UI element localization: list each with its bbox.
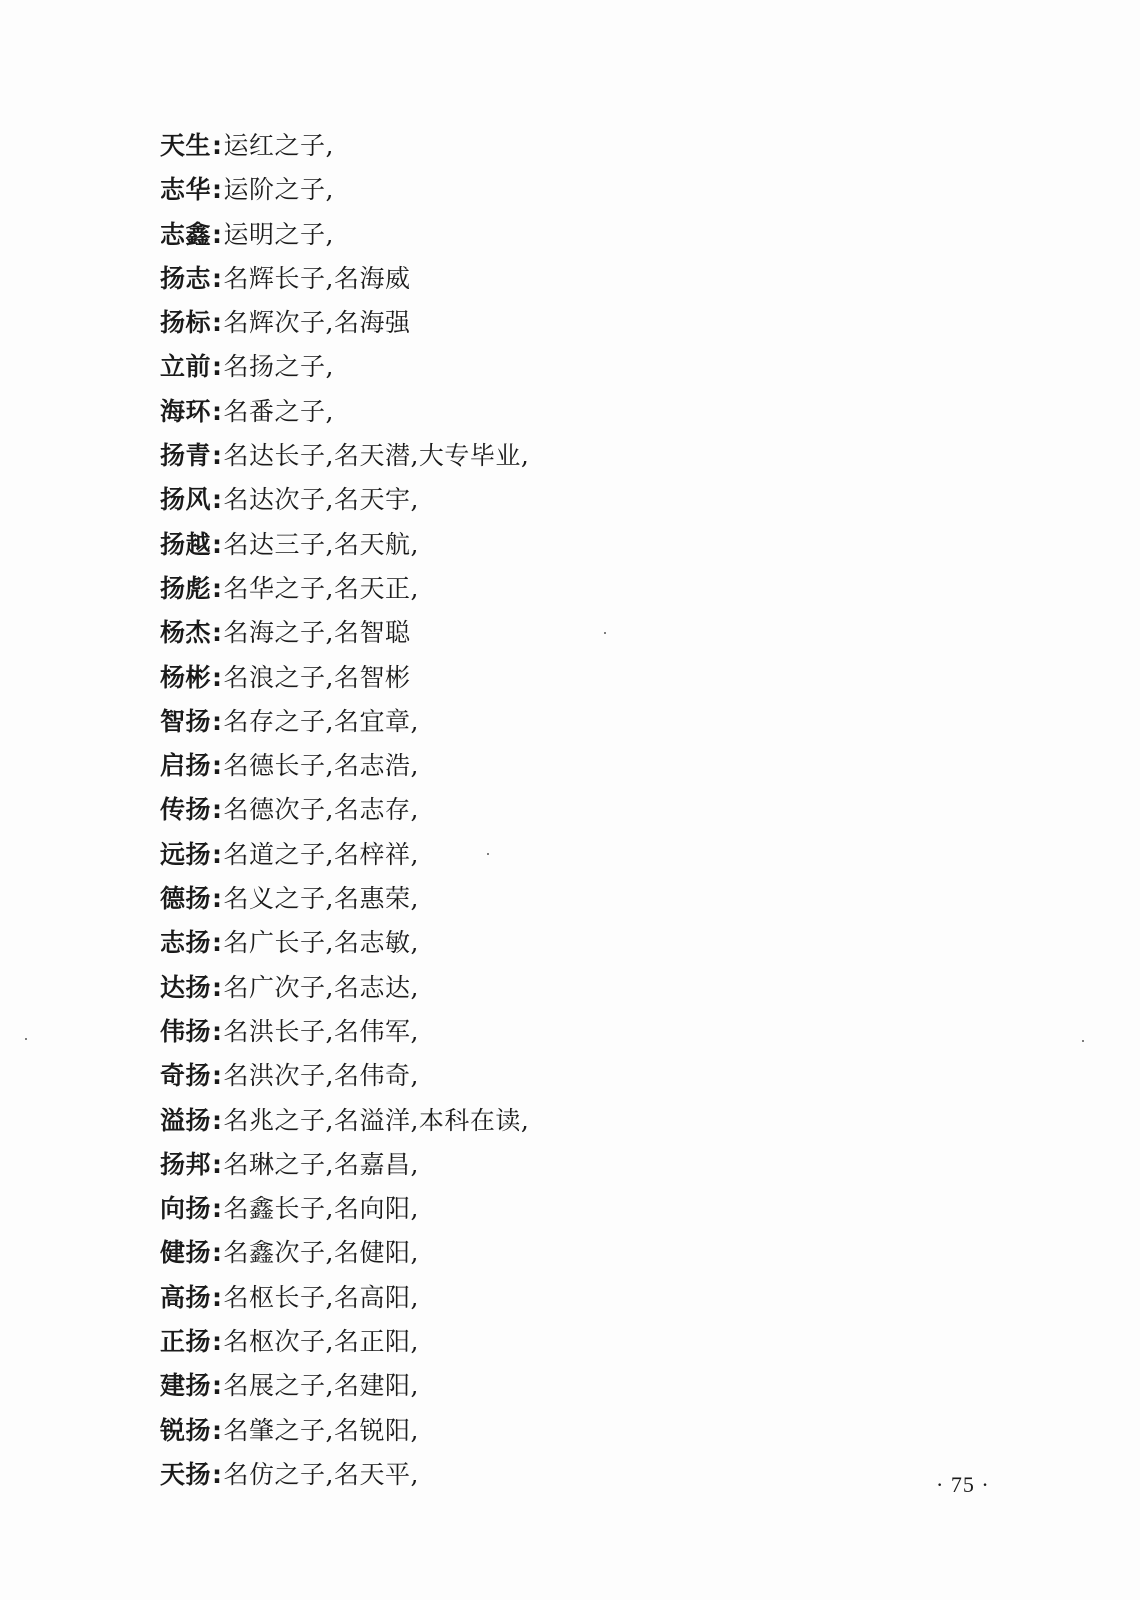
entry-separator: : — [212, 1327, 223, 1357]
entry-name: 志鑫 — [160, 219, 212, 249]
entry-description: 名展之子,名建阳, — [223, 1371, 419, 1401]
genealogy-entry — [160, 345, 529, 389]
genealogy-entry — [160, 788, 529, 832]
genealogy-entry — [160, 1143, 529, 1187]
genealogy-entry — [160, 1409, 529, 1453]
entry-separator: : — [212, 1061, 223, 1091]
entry-separator: : — [212, 706, 223, 736]
entry-description: 名华之子,名天正, — [223, 573, 419, 603]
entry-name: 奇扬 — [160, 1061, 212, 1091]
genealogy-entry — [160, 966, 529, 1010]
entry-description: 名达三子,名天航, — [223, 529, 419, 559]
entry-name: 传扬 — [160, 795, 212, 825]
entry-description: 名义之子,名惠荣, — [223, 884, 419, 914]
entry-description: 名海之子,名智聪 — [223, 618, 411, 648]
genealogy-entry — [160, 656, 529, 700]
genealogy-entry — [160, 523, 529, 567]
entry-description: 名兆之子,名溢洋,本科在读, — [223, 1105, 530, 1135]
entry-name: 向扬 — [160, 1194, 212, 1224]
genealogy-entry — [160, 744, 529, 788]
entry-name: 扬标 — [160, 308, 212, 338]
entry-name: 智扬 — [160, 706, 212, 736]
entry-name: 建扬 — [160, 1371, 212, 1401]
genealogy-entry — [160, 478, 529, 522]
genealogy-entry — [160, 213, 529, 257]
entry-name: 扬邦 — [160, 1149, 212, 1179]
genealogy-entry — [160, 301, 529, 345]
genealogy-entry — [160, 700, 529, 744]
entry-description: 名鑫次子,名健阳, — [223, 1238, 419, 1268]
entry-description: 名肇之子,名锐阳, — [223, 1415, 419, 1445]
genealogy-entry — [160, 1453, 529, 1497]
entry-name: 伟扬 — [160, 1016, 212, 1046]
entry-separator: : — [212, 618, 223, 648]
genealogy-entry — [160, 1054, 529, 1098]
genealogy-entry — [160, 1364, 529, 1408]
genealogy-entry — [160, 434, 529, 478]
entry-description: 名浪之子,名智彬 — [223, 662, 411, 692]
entry-name: 立前 — [160, 352, 212, 382]
entry-separator: : — [212, 352, 223, 382]
scan-speck — [25, 1038, 27, 1040]
genealogy-entry — [160, 1320, 529, 1364]
entry-name: 达扬 — [160, 972, 212, 1002]
entry-description: 名达次子,名天宇, — [223, 485, 419, 515]
genealogy-entry — [160, 390, 529, 434]
page-number: · 75 · — [936, 1472, 990, 1497]
entry-separator: : — [212, 1149, 223, 1179]
entry-separator: : — [212, 175, 223, 205]
entry-separator: : — [212, 662, 223, 692]
entry-separator: : — [212, 839, 223, 869]
genealogy-entry — [160, 567, 529, 611]
entry-name: 扬越 — [160, 529, 212, 559]
entry-separator: : — [212, 1238, 223, 1268]
entry-description: 名鑫长子,名向阳, — [223, 1194, 419, 1224]
entry-description: 名德长子,名志浩, — [223, 751, 419, 781]
entry-name: 德扬 — [160, 884, 212, 914]
entry-name: 扬风 — [160, 485, 212, 515]
genealogy-entry-list — [160, 124, 529, 1497]
entry-description: 名达长子,名天潜,大专毕业, — [223, 441, 530, 471]
entry-separator: : — [212, 308, 223, 338]
entry-description: 名仿之子,名天平, — [223, 1459, 419, 1489]
entry-separator: : — [212, 485, 223, 515]
entry-separator: : — [212, 751, 223, 781]
entry-name: 启扬 — [160, 751, 212, 781]
entry-description: 名枢长子,名高阳, — [223, 1282, 419, 1312]
entry-description: 名辉长子,名海威 — [223, 263, 411, 293]
entry-description: 名道之子,名梓祥, — [223, 839, 419, 869]
entry-separator: : — [212, 1459, 223, 1489]
entry-separator: : — [212, 529, 223, 559]
entry-name: 正扬 — [160, 1327, 212, 1357]
genealogy-entry — [160, 1231, 529, 1275]
entry-separator: : — [212, 263, 223, 293]
entry-description: 名扬之子, — [223, 352, 334, 382]
entry-name: 扬志 — [160, 263, 212, 293]
entry-description: 名番之子, — [223, 396, 334, 426]
genealogy-entry — [160, 1010, 529, 1054]
entry-separator: : — [212, 219, 223, 249]
entry-description: 名德次子,名志存, — [223, 795, 419, 825]
entry-description: 名琳之子,名嘉昌, — [223, 1149, 419, 1179]
entry-separator: : — [212, 396, 223, 426]
entry-name: 志扬 — [160, 928, 212, 958]
entry-description: 名洪长子,名伟军, — [223, 1016, 419, 1046]
entry-separator: : — [212, 1194, 223, 1224]
entry-separator: : — [212, 928, 223, 958]
scan-speck — [1082, 1040, 1084, 1042]
entry-separator: : — [212, 972, 223, 1002]
entry-description: 名存之子,名宜章, — [223, 706, 419, 736]
entry-name: 志华 — [160, 175, 212, 205]
genealogy-entry — [160, 1099, 529, 1143]
entry-separator: : — [212, 1371, 223, 1401]
entry-description: 运明之子, — [223, 219, 334, 249]
entry-separator: : — [212, 884, 223, 914]
genealogy-entry — [160, 833, 529, 877]
genealogy-entry — [160, 124, 529, 168]
entry-name: 远扬 — [160, 839, 212, 869]
genealogy-entry — [160, 1276, 529, 1320]
genealogy-entry — [160, 1187, 529, 1231]
entry-name: 杨杰 — [160, 618, 212, 648]
entry-name: 健扬 — [160, 1238, 212, 1268]
entry-name: 高扬 — [160, 1282, 212, 1312]
genealogy-entry — [160, 257, 529, 301]
entry-description: 运阶之子, — [223, 175, 334, 205]
entry-separator: : — [212, 1105, 223, 1135]
entry-separator: : — [212, 441, 223, 471]
entry-separator: : — [212, 1016, 223, 1046]
entry-name: 扬青 — [160, 441, 212, 471]
entry-description: 名广长子,名志敏, — [223, 928, 419, 958]
genealogy-entry — [160, 921, 529, 965]
entry-name: 锐扬 — [160, 1415, 212, 1445]
entry-name: 天扬 — [160, 1459, 212, 1489]
entry-name: 溢扬 — [160, 1105, 212, 1135]
entry-name: 天生 — [160, 131, 212, 160]
genealogy-entry — [160, 168, 529, 212]
entry-description: 名洪次子,名伟奇, — [223, 1061, 419, 1091]
scan-speck — [604, 632, 606, 634]
entry-name: 海环 — [160, 396, 212, 426]
entry-description: 名枢次子,名正阳, — [223, 1327, 419, 1357]
genealogy-entry — [160, 877, 529, 921]
scan-speck — [487, 853, 489, 855]
entry-separator: : — [212, 1282, 223, 1312]
entry-name: 扬彪 — [160, 573, 212, 603]
entry-name: 杨彬 — [160, 662, 212, 692]
entry-separator: : — [212, 795, 223, 825]
entry-separator: : — [212, 573, 223, 603]
entry-description: 名广次子,名志达, — [223, 972, 419, 1002]
entry-separator: : — [212, 131, 223, 160]
entry-description: 运红之子, — [223, 131, 334, 160]
entry-description: 名辉次子,名海强 — [223, 308, 411, 338]
genealogy-entry — [160, 611, 529, 655]
entry-separator: : — [212, 1415, 223, 1445]
